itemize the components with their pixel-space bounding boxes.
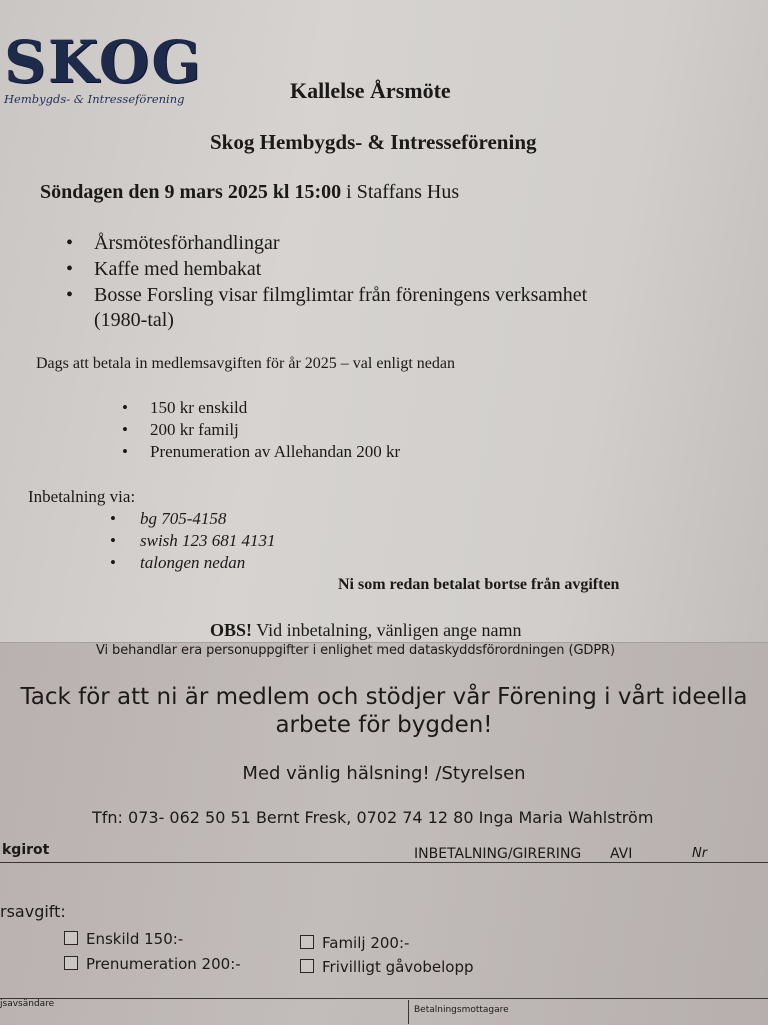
thanks-line-2: arbete för bygden! <box>275 712 493 738</box>
slip-form-title: INBETALNING/GIRERING <box>414 846 582 862</box>
agenda-item: • Årsmötesförhandlingar <box>66 232 280 254</box>
checkbox[interactable] <box>300 959 314 973</box>
agenda-item: • Kaffe med hembakat <box>66 258 262 280</box>
obs-note <box>210 620 522 641</box>
skog-logo <box>2 28 203 112</box>
logo-tagline: Hembygds- & Intresseförening <box>4 92 185 106</box>
bullet-icon: • <box>110 553 116 572</box>
payment-method: • bg 705-4158 <box>110 509 227 528</box>
recipient-label: Betalningsmottagare <box>414 1005 509 1015</box>
greeting: Med vänlig hälsning! /Styrelsen <box>242 763 526 784</box>
page-title: Kallelse Årsmöte <box>290 78 451 103</box>
thanks-line-1: Tack för att ni är medlem och stödjer vår Förening i vårt ideella <box>20 684 748 710</box>
slip-fee-label: rsavgift: <box>0 902 66 921</box>
payment-method: • talongen nedan <box>110 553 246 572</box>
slip-left-label: kgirot <box>2 842 50 858</box>
fee-option: • 200 kr familj <box>122 420 239 439</box>
bullet-icon: • <box>122 442 128 461</box>
obs-label: OBS! <box>210 620 253 640</box>
obs-text: Vid inbetalning, vänligen ange namn <box>252 620 522 640</box>
already-paid-note: Ni som redan betalat bortse från avgiften <box>338 576 620 593</box>
logo-wordmark: SKOG <box>4 28 203 96</box>
bullet-icon: • <box>122 398 128 417</box>
meeting-date-line <box>40 181 459 204</box>
slip-number-label: Nr <box>692 846 708 861</box>
bullet-icon: • <box>66 284 74 306</box>
option-enskild[interactable]: Enskild 150:- <box>64 930 183 948</box>
fee-intro: Dags att betala in medlemsavgiften för år 2025 – val enligt nedan <box>36 355 455 372</box>
meeting-date: Söndagen den 9 mars 2025 kl 15:00 <box>40 181 342 203</box>
slip-divider <box>0 862 768 863</box>
slip-bottom-divider <box>0 998 768 999</box>
checkbox[interactable] <box>64 931 78 945</box>
payment-method: • swish 123 681 4131 <box>110 531 276 550</box>
organization-name: Skog Hembygds- & Intresseförening <box>210 130 537 154</box>
contact-phones: Tfn: 073- 062 50 51 Bernt Fresk, 0702 74 12 80 Inga Maria Wahlström <box>92 808 654 827</box>
payment-label: Inbetalning via: <box>28 487 136 506</box>
bullet-icon: • <box>110 531 116 550</box>
agenda-item: • Bosse Forsling visar filmglimtar från föreningens verksamhet <box>66 284 588 306</box>
option-familj[interactable]: Familj 200:- <box>300 934 409 952</box>
option-gavobelopp[interactable]: Frivilligt gåvobelopp <box>300 958 474 976</box>
sender-label: jsavsändare <box>0 999 55 1009</box>
checkbox[interactable] <box>300 935 314 949</box>
meeting-location: i Staffans Hus <box>341 181 460 203</box>
fee-option: • 150 kr enskild <box>122 398 248 417</box>
bullet-icon: • <box>110 509 116 528</box>
bullet-icon: • <box>66 258 74 280</box>
bullet-icon: • <box>122 420 128 439</box>
fee-option: • Prenumeration av Allehandan 200 kr <box>122 442 401 461</box>
agenda-item-continuation: (1980-tal) <box>94 309 174 331</box>
slip-avi-label: AVI <box>610 846 633 862</box>
bullet-icon: • <box>66 232 74 254</box>
option-prenumeration[interactable]: Prenumeration 200:- <box>64 955 241 973</box>
slip-column-divider <box>408 1000 409 1024</box>
checkbox[interactable] <box>64 956 78 970</box>
gdpr-notice: Vi behandlar era personuppgifter i enlighet med dataskyddsförordningen (GDPR) <box>96 643 615 658</box>
